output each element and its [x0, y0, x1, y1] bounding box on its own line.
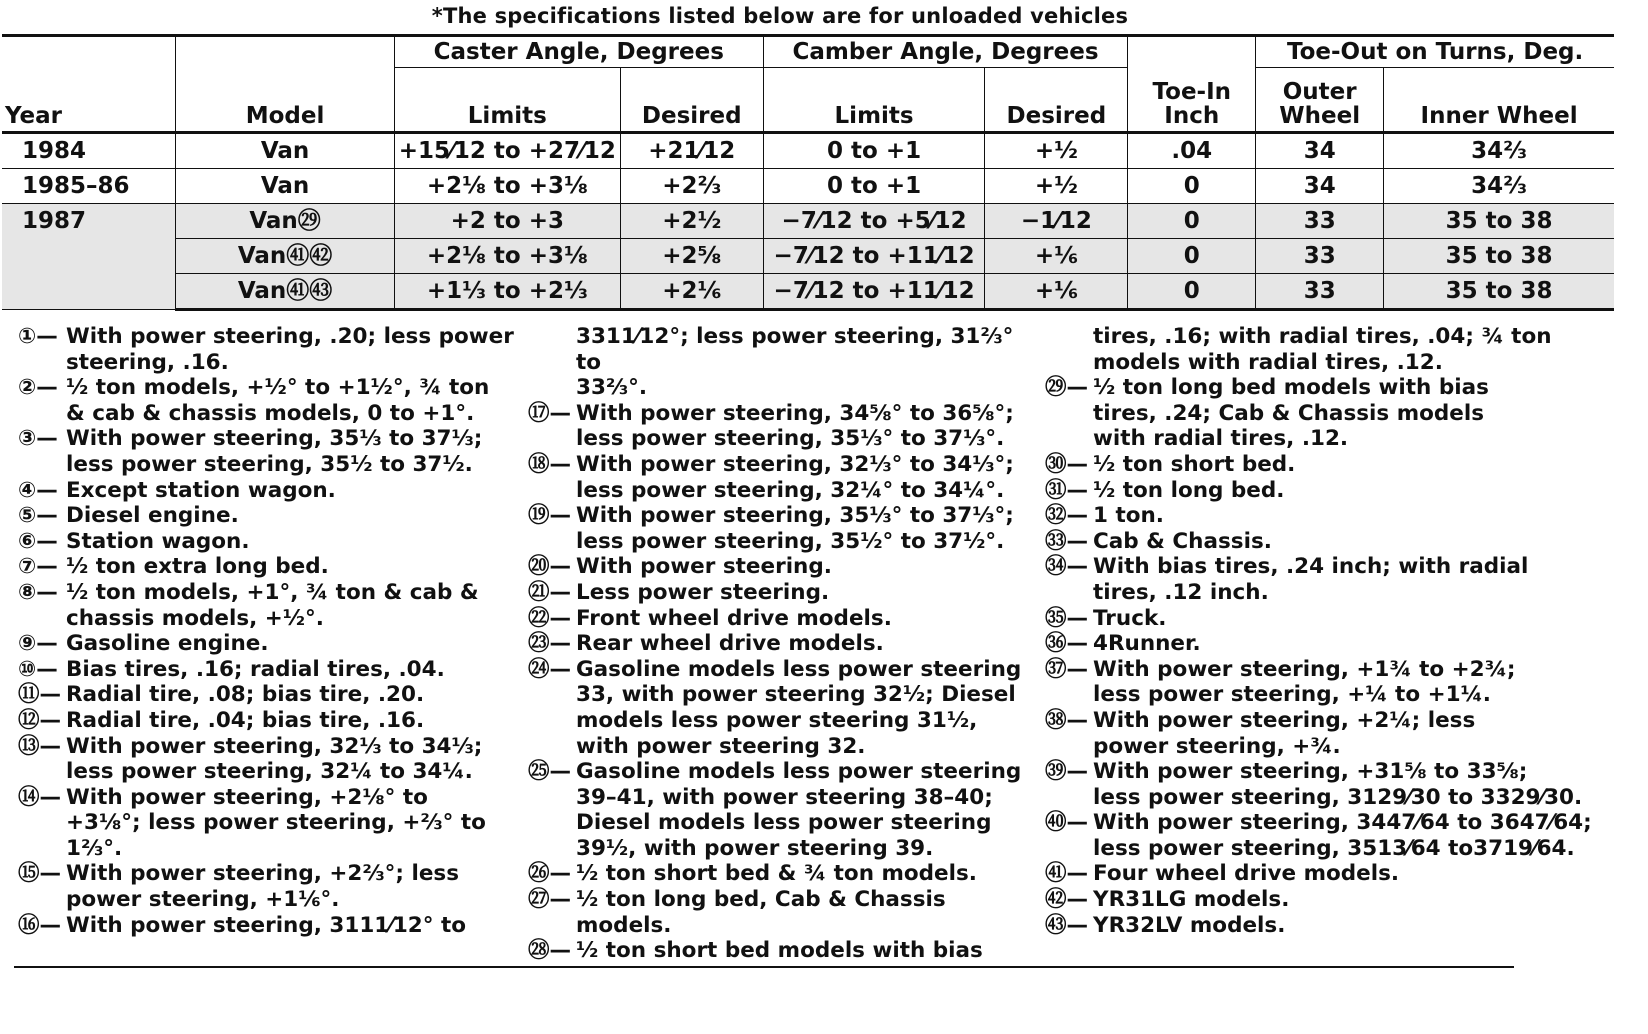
footnote-line: [18, 529, 538, 555]
cell-year: 1987: [2, 204, 176, 310]
footnote-line: [18, 426, 538, 452]
footnote-line: [528, 734, 1038, 760]
footnote-number: ㊳—: [1045, 707, 1089, 733]
footnote-line: [528, 401, 1038, 427]
footnote-number: ㊷—: [1045, 887, 1089, 913]
footnote-line: [18, 350, 538, 376]
footnote-number: ⑰—: [528, 400, 572, 426]
footnote-line: [528, 631, 1038, 657]
footnote-line: [1045, 836, 1605, 862]
footnote-number: ㊸—: [1045, 912, 1089, 938]
footnote-text: Except station wagon.: [66, 477, 336, 503]
footnote-number: ㊶—: [1045, 861, 1089, 887]
footnote-line: [528, 554, 1038, 580]
footnote-line: [18, 861, 538, 887]
footnote-line: [18, 580, 538, 606]
cell-caster-limits: +2 to +3: [394, 204, 620, 239]
spec-note: *The specifications listed below are for unloaded vehicles: [431, 4, 1129, 28]
footnote-text: With power steering, 32⅓° to 34⅓°;: [576, 451, 1014, 477]
footnote-number: ㉔—: [528, 656, 572, 682]
cell-caster-desired: +2½: [620, 204, 763, 239]
header-caster-group: Caster Angle, Degrees: [394, 36, 763, 68]
footnote-number: ㉛—: [1045, 477, 1089, 503]
footnote-line: [1045, 734, 1605, 760]
cell-camber-desired: +½: [985, 133, 1128, 169]
footnote-text: steering, .16.: [66, 349, 229, 375]
cell-caster-desired: +2⅔: [620, 169, 763, 204]
footnote-text: tires, .12 inch.: [1093, 579, 1269, 605]
cell-model: Van㉙: [176, 204, 395, 239]
header-inner-wheel: Inner Wheel: [1384, 68, 1614, 133]
footnote-number: ㉝—: [1045, 528, 1089, 554]
footnote-text: models with radial tires, .12.: [1093, 349, 1443, 375]
footnote-line: [528, 529, 1038, 555]
footnote-number: ⑨—: [18, 631, 58, 657]
footnote-text: Gasoline engine.: [66, 631, 269, 657]
footnote-line: [1045, 580, 1605, 606]
footnote-text: YR31LG models.: [1093, 887, 1290, 913]
footnote-text: With power steering.: [576, 554, 832, 580]
footnote-line: [1045, 887, 1605, 913]
cell-camber-desired: +⅙: [985, 274, 1128, 310]
footnote-text: Truck.: [1093, 605, 1167, 631]
footnote-text: 39½, with power steering 39.: [576, 835, 934, 861]
footnote-line: [18, 657, 538, 683]
footnote-number: ⑬—: [18, 733, 62, 759]
footnote-line: [1045, 324, 1605, 350]
footnote-number: ㉟—: [1045, 605, 1089, 631]
footnote-text: 33, with power steering 32½; Diesel: [576, 682, 1016, 708]
footnote-text: 1⅔°.: [66, 835, 123, 861]
cell-outer-wheel: 33: [1256, 274, 1384, 310]
footnote-line: [18, 708, 538, 734]
footnote-line: [1045, 426, 1605, 452]
footnote-text: less power steering, 3129⁄30 to 3329⁄30.: [1093, 784, 1583, 810]
footnote-text: With power steering, +2⅛° to: [66, 784, 428, 810]
table-row: [2, 133, 1614, 169]
cell-camber-limits: −7⁄12 to +11⁄12: [763, 239, 985, 274]
footnote-text: 33⅔°.: [576, 375, 648, 401]
footnote-text: power steering, +¾.: [1093, 733, 1341, 759]
footnote-number: ㉚—: [1045, 451, 1089, 477]
footnote-text: With power steering, 35⅓ to 37⅓;: [66, 426, 483, 452]
footnote-number: ⑦—: [18, 554, 58, 580]
footnote-text: Rear wheel drive models.: [576, 631, 884, 657]
footnote-text: less power steering, 32¼ to 34¼.: [66, 759, 473, 785]
footnote-text: with power steering 32.: [576, 733, 866, 759]
footnote-line: [528, 810, 1038, 836]
cell-outer-wheel: 34: [1256, 133, 1384, 169]
footnotes-column-1: [18, 324, 538, 938]
footnote-text: 39–41, with power steering 38–40;: [576, 784, 993, 810]
header-outer-wheel: Outer Wheel: [1256, 68, 1384, 133]
footnote-text: ½ ton short bed & ¾ ton models.: [576, 861, 977, 887]
cell-camber-limits: 0 to +1: [763, 133, 985, 169]
header-caster-limits: Limits: [394, 68, 620, 133]
alignment-spec-table: [2, 34, 1614, 311]
footnote-number: ③—: [18, 426, 58, 452]
footnote-text: Cab & Chassis.: [1093, 528, 1272, 554]
footnote-number: ⑥—: [18, 528, 58, 554]
footnote-line: [18, 785, 538, 811]
footnote-text: ½ ton long bed models with bias: [1093, 375, 1489, 401]
footnote-line: [18, 734, 538, 760]
bottom-rule: [14, 966, 1514, 968]
footnote-text: tires, .24; Cab & Chassis models: [1093, 400, 1484, 426]
footnote-text: With power steering, +2¼; less: [1093, 707, 1476, 733]
footnote-text: ½ ton models, +½° to +1½°, ¾ ton: [66, 375, 490, 401]
footnote-text: With power steering, 32⅓ to 34⅓;: [66, 733, 483, 759]
cell-caster-limits: +1⅓ to +2⅓: [394, 274, 620, 310]
footnote-number: ㉗—: [528, 887, 572, 913]
footnote-line: [1045, 478, 1605, 504]
footnote-text: ½ ton short bed.: [1093, 451, 1296, 477]
footnote-text: Less power steering.: [576, 579, 830, 605]
footnote-line: [18, 682, 538, 708]
footnote-number: ⑧—: [18, 579, 58, 605]
footnote-line: [1045, 631, 1605, 657]
footnote-line: [528, 836, 1038, 862]
footnote-text: Four wheel drive models.: [1093, 861, 1400, 887]
footnote-line: [18, 631, 538, 657]
footnote-line: [528, 938, 1038, 964]
footnote-line: [1045, 606, 1605, 632]
footnote-line: [18, 452, 538, 478]
cell-camber-limits: −7⁄12 to +5⁄12: [763, 204, 985, 239]
header-caster-desired: Desired: [620, 68, 763, 133]
footnote-line: [528, 580, 1038, 606]
header-camber-limits: Limits: [763, 68, 985, 133]
cell-inner-wheel: 34⅔: [1384, 169, 1614, 204]
header-toe-in: Toe-In Inch: [1128, 36, 1256, 133]
footnote-text: Radial tire, .04; bias tire, .16.: [66, 707, 425, 733]
footnote-line: [1045, 350, 1605, 376]
cell-camber-limits: −7⁄12 to +11⁄12: [763, 274, 985, 310]
cell-inner-wheel: 35 to 38: [1384, 239, 1614, 274]
footnote-line: [18, 478, 538, 504]
footnote-text: ½ ton extra long bed.: [66, 554, 329, 580]
cell-toe-in: 0: [1128, 169, 1256, 204]
footnote-number: ②—: [18, 375, 58, 401]
footnote-line: [528, 785, 1038, 811]
footnote-line: [18, 606, 538, 632]
footnote-line: [18, 401, 538, 427]
footnote-line: [528, 657, 1038, 683]
cell-model: Van㊶㊷: [176, 239, 395, 274]
footnote-number: ⑤—: [18, 503, 58, 529]
header-year: Year: [2, 36, 176, 133]
footnote-line: [528, 759, 1038, 785]
footnote-number: ⑮—: [18, 861, 62, 887]
cell-caster-limits: +2⅛ to +3⅛: [394, 239, 620, 274]
footnotes-column-2: [528, 324, 1038, 964]
cell-outer-wheel: 33: [1256, 239, 1384, 274]
footnote-line: [528, 861, 1038, 887]
footnote-line: [1045, 554, 1605, 580]
footnote-number: ㉖—: [528, 861, 572, 887]
footnote-number: ㉓—: [528, 631, 572, 657]
footnote-number: ㉘—: [528, 938, 572, 964]
footnote-number: ⑩—: [18, 656, 58, 682]
footnote-number: ㉒—: [528, 605, 572, 631]
cell-camber-desired: +½: [985, 169, 1128, 204]
footnote-text: ½ ton short bed models with bias: [576, 938, 983, 964]
footnote-number: ㉑—: [528, 579, 572, 605]
footnote-text: 3311⁄12°; less power steering, 31⅔° to: [576, 324, 1014, 375]
cell-toe-in: 0: [1128, 239, 1256, 274]
footnote-number: ㉞—: [1045, 554, 1089, 580]
cell-camber-desired: −1⁄12: [985, 204, 1128, 239]
footnote-line: [528, 503, 1038, 529]
footnote-number: ㊲—: [1045, 656, 1089, 682]
footnote-text: models.: [576, 912, 672, 938]
cell-year: 1984: [2, 133, 176, 169]
footnote-number: ⑱—: [528, 451, 572, 477]
footnote-line: [528, 426, 1038, 452]
footnote-line: [1045, 759, 1605, 785]
footnote-number: ㊴—: [1045, 759, 1089, 785]
table-row: [2, 204, 1614, 239]
cell-toe-in: .04: [1128, 133, 1256, 169]
footnotes-column-3: [1045, 324, 1605, 938]
cell-inner-wheel: 34⅔: [1384, 133, 1614, 169]
footnote-line: [1045, 401, 1605, 427]
footnote-line: [528, 708, 1038, 734]
cell-caster-limits: +15⁄12 to +27⁄12: [394, 133, 620, 169]
footnote-text: ½ ton models, +1°, ¾ ton & cab &: [66, 579, 479, 605]
table-row: [2, 274, 1614, 310]
footnote-text: with radial tires, .12.: [1093, 426, 1349, 452]
footnote-text: Diesel models less power steering: [576, 810, 992, 836]
footnote-text: 1 ton.: [1093, 503, 1164, 529]
footnote-line: [18, 324, 538, 350]
cell-inner-wheel: 35 to 38: [1384, 274, 1614, 310]
footnote-line: [1045, 375, 1605, 401]
cell-camber-desired: +⅙: [985, 239, 1128, 274]
footnote-text: power steering, +1⅙°.: [66, 887, 340, 913]
footnote-text: models less power steering 31½,: [576, 707, 978, 733]
footnote-text: chassis models, +½°.: [66, 605, 324, 631]
footnote-line: [528, 375, 1038, 401]
footnote-text: ½ ton long bed.: [1093, 477, 1285, 503]
footnote-text: YR32LV models.: [1093, 912, 1286, 938]
cell-camber-limits: 0 to +1: [763, 169, 985, 204]
cell-year: 1985–86: [2, 169, 176, 204]
footnote-line: [1045, 861, 1605, 887]
footnote-line: [18, 375, 538, 401]
footnote-number: ⑭—: [18, 784, 62, 810]
footnote-text: Diesel engine.: [66, 503, 239, 529]
footnote-line: [18, 836, 538, 862]
footnote-line: [1045, 657, 1605, 683]
footnote-text: Radial tire, .08; bias tire, .20.: [66, 682, 425, 708]
footnote-line: [1045, 529, 1605, 555]
cell-caster-desired: +21⁄12: [620, 133, 763, 169]
footnote-number: ⑳—: [528, 554, 572, 580]
footnote-text: Bias tires, .16; radial tires, .04.: [66, 656, 445, 682]
footnote-number: ㊱—: [1045, 631, 1089, 657]
footnote-text: ½ ton long bed, Cab & Chassis: [576, 887, 946, 913]
footnote-text: With power steering, +2⅔°; less: [66, 861, 460, 887]
cell-outer-wheel: 33: [1256, 204, 1384, 239]
footnote-text: less power steering, 35½° to 37½°.: [576, 528, 1005, 554]
cell-model: Van: [176, 169, 395, 204]
footnote-number: ⑪—: [18, 682, 62, 708]
footnote-line: [18, 759, 538, 785]
footnote-line: [1045, 810, 1605, 836]
footnote-line: [528, 913, 1038, 939]
header-camber-group: Camber Angle, Degrees: [763, 36, 1128, 68]
footnote-text: With power steering, 35⅓° to 37⅓°;: [576, 503, 1014, 529]
cell-model: Van: [176, 133, 395, 169]
footnote-line: [1045, 913, 1605, 939]
footnote-number: ④—: [18, 477, 58, 503]
footnote-line: [18, 554, 538, 580]
footnote-number: ⑲—: [528, 503, 572, 529]
footnote-text: With bias tires, .24 inch; with radial: [1093, 554, 1529, 580]
header-model: Model: [176, 36, 395, 133]
footnote-line: [528, 606, 1038, 632]
cell-caster-limits: +2⅛ to +3⅛: [394, 169, 620, 204]
footnote-line: [18, 913, 538, 939]
footnote-text: Gasoline models less power steering: [576, 759, 1022, 785]
footnote-text: With power steering, .20; less power: [66, 324, 514, 349]
footnote-text: less power steering, 35⅓° to 37⅓°.: [576, 426, 1005, 452]
cell-toe-in: 0: [1128, 204, 1256, 239]
footnote-text: less power steering, +¼ to +1¼.: [1093, 682, 1491, 708]
cell-caster-desired: +2⅙: [620, 274, 763, 310]
footnote-text: With power steering, +1¾ to +2¾;: [1093, 656, 1516, 682]
footnote-line: [528, 324, 1038, 375]
footnote-text: less power steering, 32¼° to 34¼°.: [576, 477, 1005, 503]
footnote-text: 4Runner.: [1093, 631, 1201, 657]
footnote-line: [1045, 785, 1605, 811]
footnote-text: less power steering, 3513⁄64 to3719⁄64.: [1093, 835, 1575, 861]
footnote-line: [1045, 503, 1605, 529]
footnote-line: [1045, 452, 1605, 478]
cell-outer-wheel: 34: [1256, 169, 1384, 204]
footnote-line: [18, 810, 538, 836]
footnote-text: With power steering, 3447⁄64 to 3647⁄64;: [1093, 810, 1592, 836]
footnote-text: less power steering, 35½ to 37½.: [66, 451, 473, 477]
footnote-number: ㉜—: [1045, 503, 1089, 529]
footnote-text: With power steering, 34⅝° to 36⅝°;: [576, 400, 1014, 426]
footnote-line: [1045, 682, 1605, 708]
footnote-number: ㊵—: [1045, 810, 1089, 836]
footnote-line: [1045, 708, 1605, 734]
footnote-number: ⑯—: [18, 912, 62, 938]
table-row: [2, 239, 1614, 274]
footnote-line: [528, 478, 1038, 504]
footnote-number: ㉕—: [528, 759, 572, 785]
footnote-line: [18, 887, 538, 913]
footnote-number: ①—: [18, 324, 58, 349]
footnote-text: Station wagon.: [66, 528, 250, 554]
cell-toe-in: 0: [1128, 274, 1256, 310]
footnote-number: ㉙—: [1045, 375, 1089, 401]
footnote-line: [18, 503, 538, 529]
header-toe-out-group: Toe-Out on Turns, Deg.: [1256, 36, 1614, 68]
footnote-text: Gasoline models less power steering: [576, 656, 1022, 682]
footnote-line: [528, 887, 1038, 913]
cell-inner-wheel: 35 to 38: [1384, 204, 1614, 239]
cell-caster-desired: +2⅝: [620, 239, 763, 274]
footnote-text: With power steering, +31⅝ to 33⅝;: [1093, 759, 1528, 785]
header-camber-desired: Desired: [985, 68, 1128, 133]
footnote-line: [528, 452, 1038, 478]
footnote-line: [528, 682, 1038, 708]
footnote-number: ⑫—: [18, 707, 62, 733]
table-row: [2, 169, 1614, 204]
footnote-text: & cab & chassis models, 0 to +1°.: [66, 400, 475, 426]
footnote-text: Front wheel drive models.: [576, 605, 892, 631]
cell-model: Van㊶㊸: [176, 274, 395, 310]
footnote-text: tires, .16; with radial tires, .04; ¾ ton: [1093, 324, 1552, 349]
footnote-text: +3⅛°; less power steering, +⅔° to: [66, 810, 486, 836]
footnote-text: With power steering, 3111⁄12° to: [66, 912, 467, 938]
